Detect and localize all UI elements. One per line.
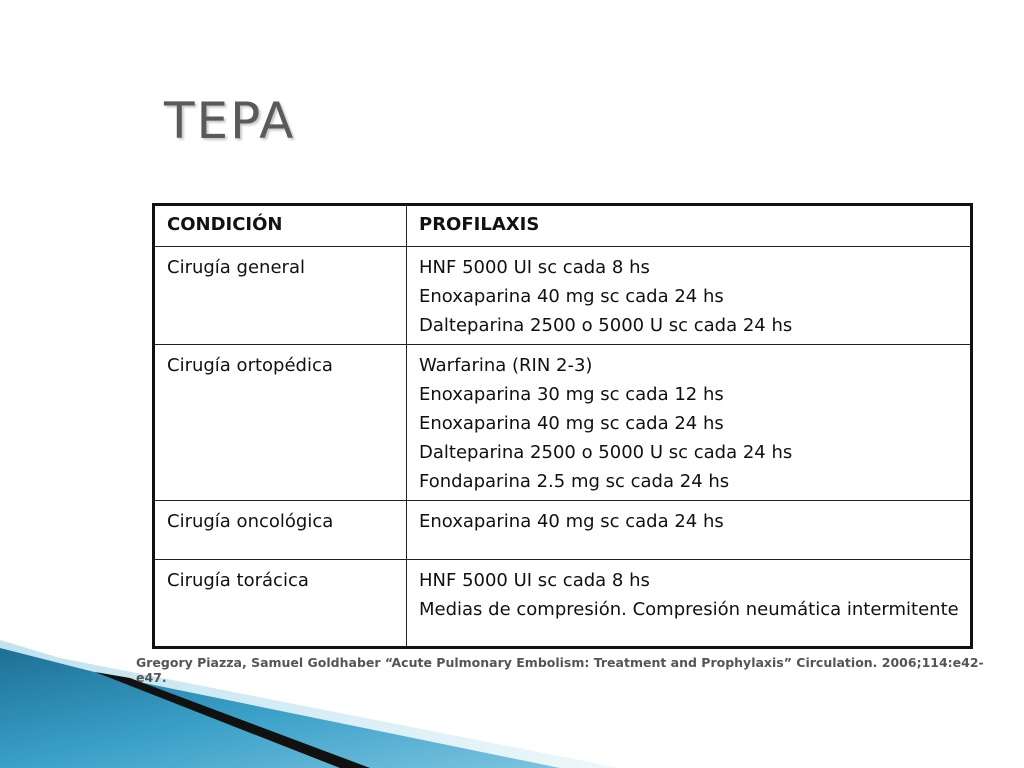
table-row xyxy=(154,560,972,648)
table-header-row xyxy=(154,205,972,247)
prophylaxis-line: Enoxaparina 40 mg sc cada 24 hs xyxy=(419,286,724,307)
header-prophylaxis: PROFILAXIS xyxy=(407,205,972,247)
prophylaxis-table xyxy=(152,203,973,649)
header-condition: CONDICIÓN xyxy=(154,205,407,247)
condition-cell: Cirugía torácica xyxy=(154,560,407,648)
table-row xyxy=(154,501,972,560)
citation-text: Gregory Piazza, Samuel Goldhaber “Acute Pulmonary Embolism: Treatment and Prophylaxis” Circulation. 2006;114:e42-e47. xyxy=(136,655,984,685)
prophylaxis-line: Dalteparina 2500 o 5000 U sc cada 24 hs xyxy=(419,315,793,336)
prophylaxis-line: Fondaparina 2.5 mg sc cada 24 hs xyxy=(419,471,730,492)
table-row xyxy=(154,247,972,345)
prophylaxis-cell xyxy=(407,247,972,345)
prophylaxis-cell xyxy=(407,501,972,560)
prophylaxis-line: Enoxaparina 40 mg sc cada 24 hs xyxy=(419,511,724,532)
prophylaxis-cell xyxy=(407,560,972,648)
prophylaxis-line: Dalteparina 2500 o 5000 U sc cada 24 hs xyxy=(419,442,793,463)
prophylaxis-line: HNF 5000 UI sc cada 8 hs xyxy=(419,570,650,591)
table-row xyxy=(154,345,972,501)
prophylaxis-line: Enoxaparina 40 mg sc cada 24 hs xyxy=(419,413,724,434)
prophylaxis-line: Enoxaparina 30 mg sc cada 12 hs xyxy=(419,384,724,405)
prophylaxis-cell xyxy=(407,345,972,501)
slide-title: TEPA xyxy=(164,92,296,150)
condition-cell: Cirugía oncológica xyxy=(154,501,407,560)
prophylaxis-line: HNF 5000 UI sc cada 8 hs xyxy=(419,257,650,278)
prophylaxis-line: Medias de compresión. Compresión neumática intermitente xyxy=(419,599,959,620)
condition-cell: Cirugía general xyxy=(154,247,407,345)
prophylaxis-line: Warfarina (RIN 2-3) xyxy=(419,355,593,376)
condition-cell: Cirugía ortopédica xyxy=(154,345,407,501)
